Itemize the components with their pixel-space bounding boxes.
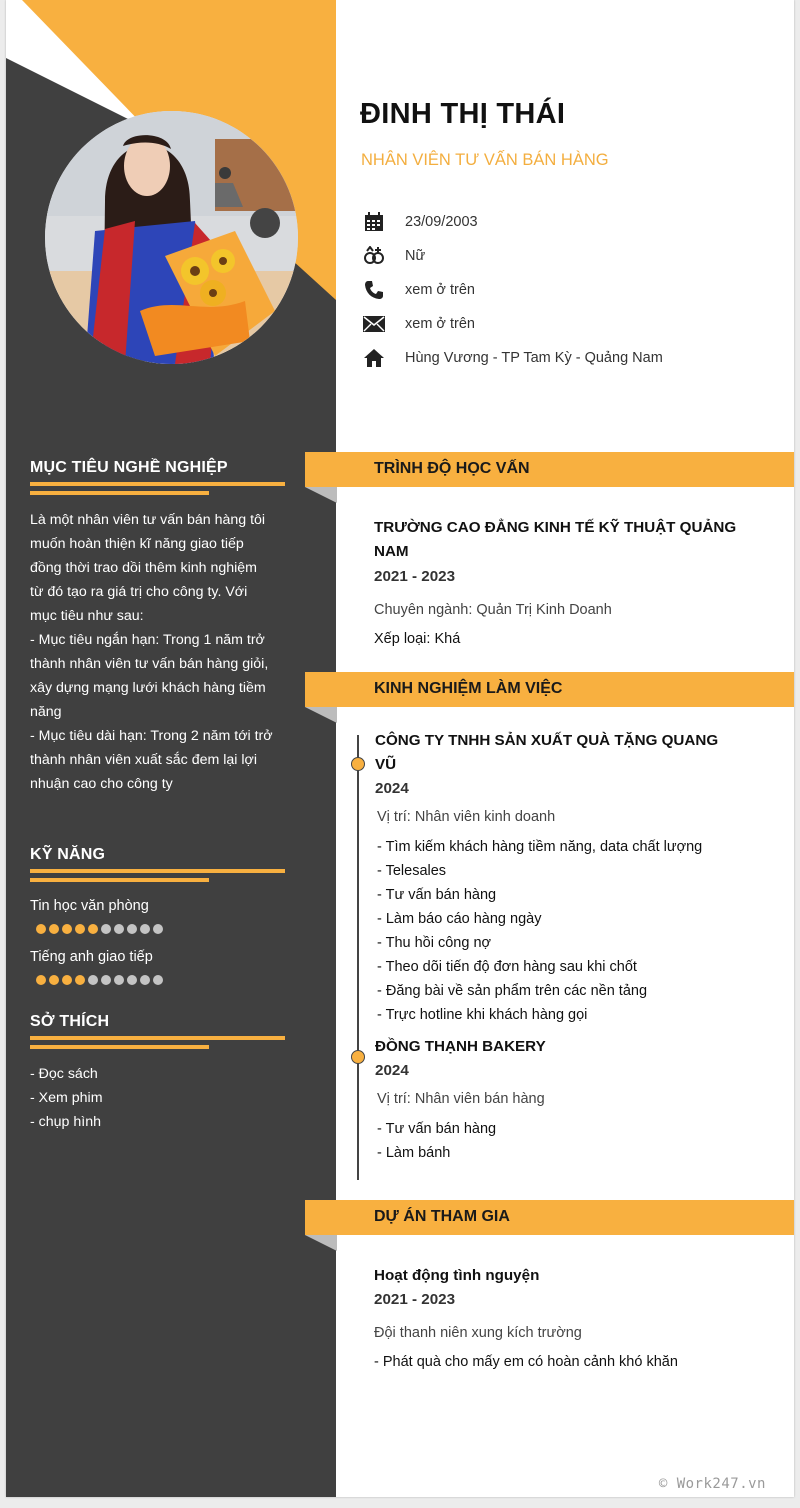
gender-icon — [362, 244, 386, 268]
company-name: ĐỒNG THẠNH BAKERY — [375, 1038, 546, 1055]
hobbies-underline — [30, 1036, 285, 1040]
task-item: - Tìm kiếm khách hàng tiềm năng, data chất lượng — [377, 839, 703, 855]
objective-line: muốn hoàn thiện kĩ năng giao tiếp — [30, 536, 244, 552]
contact-gender — [362, 239, 663, 273]
skill-rating — [36, 975, 163, 985]
task-item: - Đăng bài về sản phẩm trên các nền tảng — [377, 983, 648, 999]
company-name — [375, 729, 755, 777]
rating-dot-empty — [114, 924, 124, 934]
contact-phone — [362, 273, 663, 307]
objective-line: - Mục tiêu ngắn hạn: Trong 1 năm trở — [30, 632, 265, 648]
birthday-text: 23/09/2003 — [405, 214, 478, 230]
education-grade: Xếp loại: Khá — [374, 631, 461, 647]
hobby-item: - Đọc sách — [30, 1066, 98, 1082]
objective-line: năng — [30, 704, 62, 720]
school-name-line: TRƯỜNG CAO ĐẲNG KINH TẾ KỸ THUẬT QUẢNG — [374, 519, 737, 536]
education-heading: TRÌNH ĐỘ HỌC VẤN — [374, 460, 530, 477]
objective-line: từ đó tạo ra giá trị cho công ty. Với — [30, 584, 248, 600]
hobby-item: - chụp hình — [30, 1114, 101, 1130]
mail-icon — [362, 312, 386, 336]
rating-dot-filled — [36, 924, 46, 934]
experience-timeline — [357, 735, 359, 1180]
skill-name: Tin học văn phòng — [30, 898, 149, 914]
education-years: 2021 - 2023 — [374, 568, 456, 585]
task-item: - Telesales — [377, 863, 447, 879]
objective-text — [30, 508, 292, 796]
school-name — [374, 516, 754, 564]
job-position: Vị trí: Nhân viên kinh doanh — [377, 809, 556, 825]
task-item: - Trực hotline khi khách hàng gọi — [377, 1007, 588, 1023]
skill-rating — [36, 924, 163, 934]
skills-heading: KỸ NĂNG — [30, 846, 106, 863]
job-tasks — [377, 1117, 496, 1165]
calendar-icon — [362, 210, 386, 234]
objective-underline-short — [30, 491, 209, 495]
objective-line: - Mục tiêu dài hạn: Trong 2 năm tới trở — [30, 728, 273, 744]
rating-dot-filled — [88, 924, 98, 934]
rating-dot-filled — [36, 975, 46, 985]
task-item: - Làm báo cáo hàng ngày — [377, 911, 542, 927]
hobbies-underline-short — [30, 1045, 209, 1049]
rating-dot-filled — [49, 975, 59, 985]
rating-dot-empty — [127, 924, 137, 934]
experience-fold — [305, 707, 337, 723]
phone-text: xem ở trên — [405, 282, 475, 298]
hobby-item: - Xem phim — [30, 1090, 103, 1106]
project-org: Đội thanh niên xung kích trường — [374, 1325, 582, 1341]
rating-dot-empty — [127, 975, 137, 985]
projects-fold — [305, 1235, 337, 1251]
rating-dot-filled — [49, 924, 59, 934]
rating-dot-empty — [153, 924, 163, 934]
address-text: Hùng Vương - TP Tam Kỳ - Quảng Nam — [405, 350, 663, 366]
experience-bar — [305, 672, 794, 707]
rating-dot-filled — [62, 924, 72, 934]
objective-line: mục tiêu như sau: — [30, 608, 144, 624]
job-position: Vị trí: Nhân viên bán hàng — [377, 1091, 545, 1107]
skills-underline — [30, 869, 285, 873]
objective-line: thành nhân viên tư vấn bán hàng giỏi, — [30, 656, 269, 672]
company-name-line: VŨ — [375, 756, 397, 773]
rating-dot-empty — [140, 924, 150, 934]
objective-line: đồng thời trao dồi thêm kinh nghiệm — [30, 560, 257, 576]
project-years: 2021 - 2023 — [374, 1291, 456, 1308]
email-text: xem ở trên — [405, 316, 475, 332]
phone-icon — [362, 278, 386, 302]
gender-text: Nữ — [405, 248, 426, 264]
task-item: - Thu hồi công nợ — [377, 935, 492, 951]
job-tasks — [377, 835, 702, 1027]
objective-line: xây dựng mạng lưới khách hàng tiềm — [30, 680, 266, 696]
hobbies-list — [30, 1062, 292, 1134]
company-name-line: CÔNG TY TNHH SẢN XUẤT QUÀ TẶNG QUANG — [375, 732, 719, 749]
rating-dot-empty — [101, 975, 111, 985]
project-desc: - Phát quà cho mấy em có hoàn cảnh khó khăn — [374, 1354, 678, 1370]
hobbies-heading: SỞ THÍCH — [30, 1013, 110, 1030]
task-item: - Theo dõi tiến độ đơn hàng sau khi chốt — [377, 959, 637, 975]
objective-line: thành nhân viên xuất sắc đem lại lợi — [30, 752, 257, 768]
avatar — [45, 111, 298, 364]
skills-underline-short — [30, 878, 209, 882]
project-name: Hoạt động tình nguyện — [374, 1267, 540, 1284]
contact-list — [362, 205, 663, 375]
job-title: NHÂN VIÊN TƯ VẤN BÁN HÀNG — [361, 151, 609, 169]
school-name-line: NAM — [374, 543, 409, 560]
education-major: Chuyên ngành: Quản Trị Kinh Doanh — [374, 602, 612, 618]
contact-address — [362, 341, 663, 375]
cv-page — [6, 0, 794, 1497]
watermark: © Work247.vn — [658, 1476, 766, 1492]
rating-dot-filled — [75, 975, 85, 985]
objective-heading: MỤC TIÊU NGHỀ NGHIỆP — [30, 459, 228, 476]
projects-bar — [305, 1200, 794, 1235]
job-year: 2024 — [375, 780, 409, 797]
timeline-dot — [351, 1050, 365, 1064]
candidate-name: ĐINH THỊ THÁI — [360, 98, 566, 130]
rating-dot-filled — [75, 924, 85, 934]
education-fold — [305, 487, 337, 503]
rating-dot-empty — [114, 975, 124, 985]
contact-birthday — [362, 205, 663, 239]
rating-dot-empty — [88, 975, 98, 985]
rating-dot-filled — [62, 975, 72, 985]
projects-heading: DỰ ÁN THAM GIA — [374, 1208, 510, 1225]
experience-heading: KINH NGHIỆM LÀM VIỆC — [374, 680, 563, 697]
task-item: - Làm bánh — [377, 1145, 451, 1161]
objective-line: Là một nhân viên tư vấn bán hàng tôi — [30, 512, 266, 528]
rating-dot-empty — [140, 975, 150, 985]
objective-underline — [30, 482, 285, 486]
education-bar — [305, 452, 794, 487]
home-icon — [362, 346, 386, 370]
rating-dot-empty — [101, 924, 111, 934]
task-item: - Tư vấn bán hàng — [377, 1121, 497, 1137]
contact-email — [362, 307, 663, 341]
skill-name: Tiếng anh giao tiếp — [30, 949, 153, 965]
job-year: 2024 — [375, 1062, 409, 1079]
objective-line: nhuận cao cho công ty — [30, 776, 173, 792]
timeline-dot — [351, 757, 365, 771]
task-item: - Tư vấn bán hàng — [377, 887, 497, 903]
rating-dot-empty — [153, 975, 163, 985]
